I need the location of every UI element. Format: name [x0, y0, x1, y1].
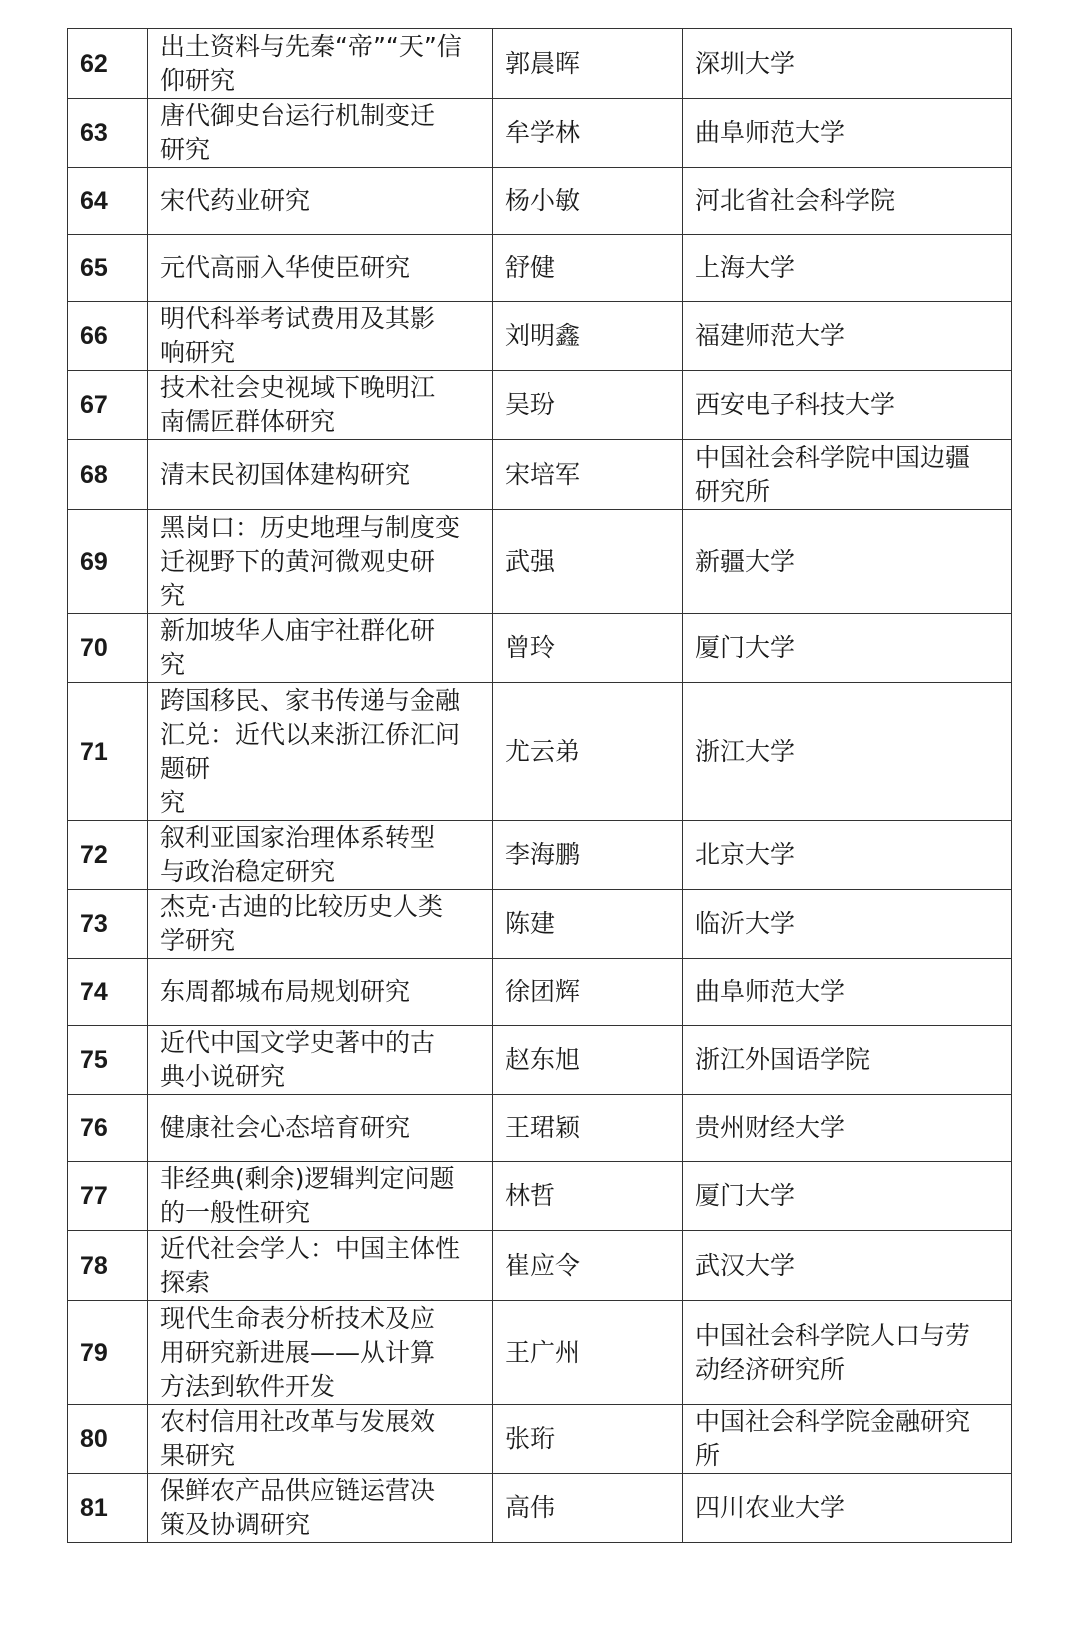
project-institution: 中国社会科学院金融研究 所 — [683, 1405, 1012, 1474]
table-row — [68, 510, 1012, 614]
project-title: 技术社会史视域下晚明江 南儒匠群体研究 — [148, 371, 493, 440]
project-institution: 中国社会科学院中国边疆 研究所 — [683, 440, 1012, 510]
project-institution: 厦门大学 — [683, 614, 1012, 683]
project-author: 宋培军 — [493, 440, 683, 510]
project-title: 健康社会心态培育研究 — [148, 1095, 493, 1162]
project-author: 李海鹏 — [493, 821, 683, 890]
project-author: 高伟 — [493, 1474, 683, 1543]
project-institution: 浙江大学 — [683, 683, 1012, 821]
project-title: 清末民初国体建构研究 — [148, 440, 493, 510]
project-institution: 中国社会科学院人口与劳 动经济研究所 — [683, 1301, 1012, 1405]
table-row — [68, 1301, 1012, 1405]
project-author: 尤云弟 — [493, 683, 683, 821]
table-row — [68, 235, 1012, 302]
project-author: 曾玲 — [493, 614, 683, 683]
row-number: 72 — [68, 821, 148, 890]
table-row — [68, 1231, 1012, 1301]
project-title: 元代高丽入华使臣研究 — [148, 235, 493, 302]
project-institution: 曲阜师范大学 — [683, 99, 1012, 168]
project-title: 黑岗口：历史地理与制度变 迁视野下的黄河微观史研 究 — [148, 510, 493, 614]
project-institution: 武汉大学 — [683, 1231, 1012, 1301]
project-author: 杨小敏 — [493, 168, 683, 235]
project-author: 郭晨晖 — [493, 29, 683, 99]
project-institution: 浙江外国语学院 — [683, 1026, 1012, 1095]
project-title: 杰克·古迪的比较历史人类 学研究 — [148, 890, 493, 959]
project-author: 舒健 — [493, 235, 683, 302]
project-institution: 新疆大学 — [683, 510, 1012, 614]
project-title: 新加坡华人庙宇社群化研 究 — [148, 614, 493, 683]
row-number: 69 — [68, 510, 148, 614]
project-author: 张珩 — [493, 1405, 683, 1474]
project-list-table — [67, 28, 1012, 1543]
row-number: 80 — [68, 1405, 148, 1474]
project-title: 东周都城布局规划研究 — [148, 959, 493, 1026]
table-row — [68, 371, 1012, 440]
table-row — [68, 1474, 1012, 1543]
row-number: 68 — [68, 440, 148, 510]
project-title: 近代中国文学史著中的古 典小说研究 — [148, 1026, 493, 1095]
row-number: 63 — [68, 99, 148, 168]
table-row — [68, 1405, 1012, 1474]
project-title: 跨国移民、家书传递与金融 汇兑：近代以来浙江侨汇问 题研 究 — [148, 683, 493, 821]
row-number: 75 — [68, 1026, 148, 1095]
row-number: 79 — [68, 1301, 148, 1405]
table-row — [68, 614, 1012, 683]
project-title: 非经典(剩余)逻辑判定问题 的一般性研究 — [148, 1162, 493, 1231]
table-row — [68, 29, 1012, 99]
project-author: 吴玢 — [493, 371, 683, 440]
project-author: 陈建 — [493, 890, 683, 959]
row-number: 64 — [68, 168, 148, 235]
project-author: 徐团辉 — [493, 959, 683, 1026]
table-row — [68, 821, 1012, 890]
project-author: 崔应令 — [493, 1231, 683, 1301]
row-number: 74 — [68, 959, 148, 1026]
table-row — [68, 1026, 1012, 1095]
row-number: 77 — [68, 1162, 148, 1231]
project-institution: 临沂大学 — [683, 890, 1012, 959]
table-row — [68, 168, 1012, 235]
project-institution: 福建师范大学 — [683, 302, 1012, 371]
project-institution: 西安电子科技大学 — [683, 371, 1012, 440]
table-row — [68, 440, 1012, 510]
project-title: 出土资料与先秦“帝”“天”信 仰研究 — [148, 29, 493, 99]
project-author: 王广州 — [493, 1301, 683, 1405]
table-row — [68, 890, 1012, 959]
project-institution: 四川农业大学 — [683, 1474, 1012, 1543]
project-institution: 深圳大学 — [683, 29, 1012, 99]
row-number: 65 — [68, 235, 148, 302]
row-number: 66 — [68, 302, 148, 371]
table-row — [68, 1095, 1012, 1162]
project-author: 牟学林 — [493, 99, 683, 168]
row-number: 81 — [68, 1474, 148, 1543]
row-number: 71 — [68, 683, 148, 821]
row-number: 73 — [68, 890, 148, 959]
project-author: 赵东旭 — [493, 1026, 683, 1095]
project-author: 林哲 — [493, 1162, 683, 1231]
project-author: 王珺颖 — [493, 1095, 683, 1162]
row-number: 70 — [68, 614, 148, 683]
project-title: 近代社会学人：中国主体性 探索 — [148, 1231, 493, 1301]
table-row — [68, 959, 1012, 1026]
row-number: 76 — [68, 1095, 148, 1162]
table-row — [68, 99, 1012, 168]
row-number: 78 — [68, 1231, 148, 1301]
project-title: 宋代药业研究 — [148, 168, 493, 235]
row-number: 62 — [68, 29, 148, 99]
project-title: 唐代御史台运行机制变迁 研究 — [148, 99, 493, 168]
table-row — [68, 683, 1012, 821]
table-row — [68, 1162, 1012, 1231]
row-number: 67 — [68, 371, 148, 440]
project-title: 明代科举考试费用及其影 响研究 — [148, 302, 493, 371]
table-row — [68, 302, 1012, 371]
project-title: 保鲜农产品供应链运营决 策及协调研究 — [148, 1474, 493, 1543]
project-institution: 曲阜师范大学 — [683, 959, 1012, 1026]
project-author: 武强 — [493, 510, 683, 614]
project-institution: 河北省社会科学院 — [683, 168, 1012, 235]
project-title: 农村信用社改革与发展效 果研究 — [148, 1405, 493, 1474]
project-institution: 上海大学 — [683, 235, 1012, 302]
project-title: 现代生命表分析技术及应 用研究新进展——从计算 方法到软件开发 — [148, 1301, 493, 1405]
table-body — [68, 29, 1012, 1543]
project-institution: 贵州财经大学 — [683, 1095, 1012, 1162]
project-title: 叙利亚国家治理体系转型 与政治稳定研究 — [148, 821, 493, 890]
project-institution: 厦门大学 — [683, 1162, 1012, 1231]
project-institution: 北京大学 — [683, 821, 1012, 890]
project-author: 刘明鑫 — [493, 302, 683, 371]
